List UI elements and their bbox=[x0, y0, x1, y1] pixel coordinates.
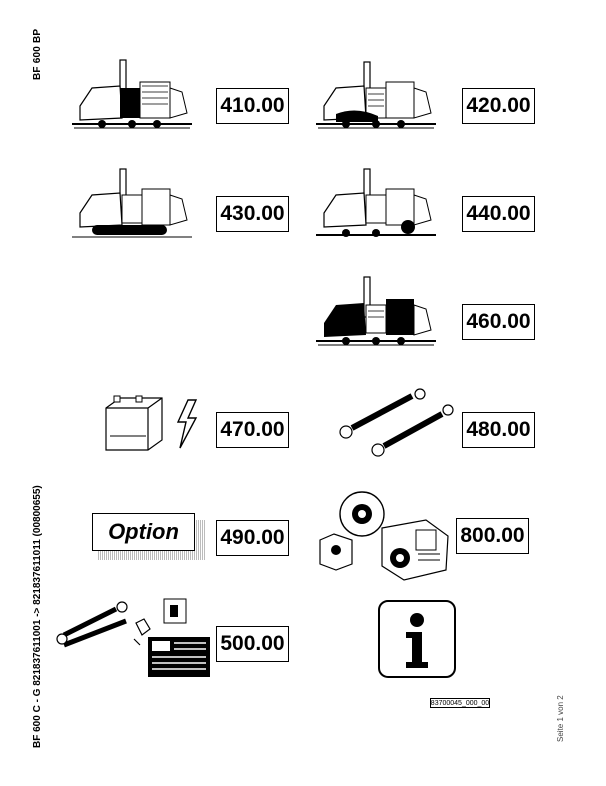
paver-engine-icon bbox=[316, 58, 441, 138]
tools-signage-icon bbox=[56, 595, 216, 680]
section-code-800[interactable]: 800.00 bbox=[456, 518, 529, 554]
page-indicator: Seite 1 von 2 bbox=[556, 695, 565, 742]
section-code-430[interactable]: 430.00 bbox=[216, 196, 289, 232]
section-code-460[interactable]: 460.00 bbox=[462, 304, 535, 340]
section-code-500[interactable]: 500.00 bbox=[216, 626, 289, 662]
option-label-icon: Option bbox=[92, 513, 195, 551]
section-code-480[interactable]: 480.00 bbox=[462, 412, 535, 448]
section-code-410[interactable]: 410.00 bbox=[216, 88, 289, 124]
information-icon bbox=[378, 600, 456, 678]
hydraulic-hose-icon bbox=[332, 388, 460, 460]
paver-screed-icon bbox=[316, 165, 441, 245]
paver-crawler-icon bbox=[72, 165, 197, 245]
section-code-440[interactable]: 440.00 bbox=[462, 196, 535, 232]
section-code-470[interactable]: 470.00 bbox=[216, 412, 289, 448]
document-id: 83700045_000_00 bbox=[430, 699, 490, 707]
section-code-490[interactable]: 490.00 bbox=[216, 520, 289, 556]
paver-body-icon bbox=[316, 275, 441, 355]
model-title: BF 600 BP bbox=[32, 28, 43, 80]
paver-operator-platform-icon bbox=[72, 58, 197, 138]
battery-electrical-icon bbox=[100, 390, 210, 460]
reference-text: BF 600 C - G 821837611001 -> 821837611011 (00800655) bbox=[32, 485, 43, 748]
section-code-420[interactable]: 420.00 bbox=[462, 88, 535, 124]
gearbox-pump-icon bbox=[316, 488, 456, 583]
